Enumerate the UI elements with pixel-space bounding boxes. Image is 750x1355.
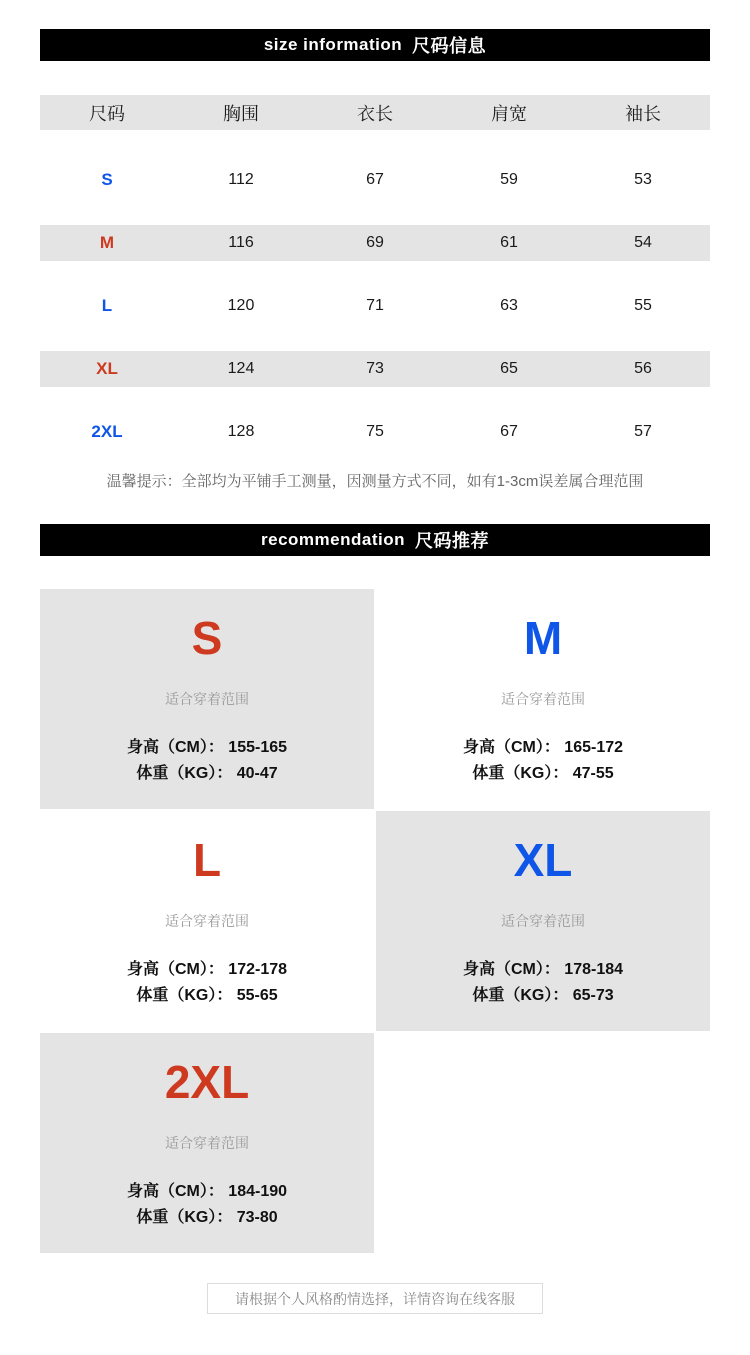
sleeve-value: 53 [634, 170, 652, 188]
height-range: 身高（CM）： 172-178 [126, 961, 288, 978]
chest-value: 128 [227, 422, 255, 440]
table-row-2xl [40, 400, 710, 463]
card-size-letter: S [191, 612, 223, 664]
measurement-note: 温馨提示：全部均为平铺手工测量，因测量方式不同，如有1-3cm误差属合理范围 [106, 473, 644, 490]
length-value: 75 [366, 422, 384, 440]
weight-range: 体重（KG）： 40-47 [136, 765, 278, 782]
fit-range-label: 适合穿着范围 [165, 913, 249, 929]
fit-range-label: 适合穿着范围 [165, 691, 249, 707]
length-value: 71 [366, 296, 384, 314]
recommendation-title-zh: 尺码推荐 [414, 531, 489, 551]
recommendation-grid [40, 589, 710, 1253]
size-information-title-en: size information [263, 35, 403, 54]
fit-range-label: 适合穿着范围 [165, 1135, 249, 1151]
shoulder-value: 59 [500, 170, 518, 188]
size-card-xl [376, 811, 710, 1031]
weight-range: 体重（KG）： 47-55 [472, 765, 614, 782]
size-card-2xl [40, 1033, 374, 1253]
chest-value: 120 [227, 296, 255, 314]
chest-value: 116 [228, 233, 254, 251]
card-size-letter: XL [513, 834, 573, 886]
size-information-title-zh: 尺码信息 [412, 36, 487, 56]
length-value: 69 [366, 233, 384, 251]
size-table-header-row [40, 95, 710, 130]
shoulder-value: 67 [500, 422, 518, 440]
size-table [40, 95, 710, 463]
height-range: 身高（CM）： 165-172 [462, 739, 624, 756]
card-size-letter: M [523, 612, 563, 664]
size-card-m [376, 589, 710, 809]
recommendation-header [40, 524, 710, 556]
chest-value: 124 [227, 359, 255, 377]
size-label: XL [96, 358, 118, 378]
height-range: 身高（CM）： 155-165 [126, 739, 288, 756]
sleeve-value: 54 [634, 233, 652, 251]
sleeve-value: 57 [634, 422, 652, 440]
empty-grid-cell [376, 1033, 710, 1253]
table-row-m [40, 211, 710, 274]
size-information-header [40, 29, 710, 61]
col-header-chest: 胸围 [223, 103, 259, 124]
card-size-letter: L [192, 834, 222, 886]
card-size-letter: 2XL [164, 1056, 250, 1108]
weight-range: 体重（KG）： 55-65 [136, 987, 278, 1004]
size-table-body [40, 148, 710, 463]
col-header-shoulder: 肩宽 [491, 103, 527, 124]
sleeve-value: 56 [634, 359, 652, 377]
weight-range: 体重（KG）： 65-73 [472, 987, 614, 1004]
table-row-s [40, 148, 710, 211]
size-card-l [40, 811, 374, 1031]
col-header-size: 尺码 [89, 103, 125, 124]
shoulder-value: 65 [500, 359, 518, 377]
size-card-s [40, 589, 374, 809]
footer-service-note: 请根据个人风格酌情选择，详情咨询在线客服 [207, 1283, 543, 1314]
size-label: S [101, 169, 113, 189]
length-value: 67 [366, 170, 384, 188]
chest-value: 112 [228, 170, 254, 188]
sleeve-value: 55 [634, 296, 652, 314]
col-header-length: 衣长 [357, 103, 393, 124]
shoulder-value: 61 [500, 233, 518, 251]
fit-range-label: 适合穿着范围 [501, 691, 585, 707]
shoulder-value: 63 [500, 296, 518, 314]
recommendation-title-en: recommendation [261, 530, 405, 549]
fit-range-label: 适合穿着范围 [501, 913, 585, 929]
weight-range: 体重（KG）： 73-80 [136, 1209, 278, 1226]
height-range: 身高（CM）： 184-190 [126, 1183, 288, 1200]
table-row-l [40, 274, 710, 337]
size-label: L [101, 295, 113, 315]
length-value: 73 [366, 359, 384, 377]
col-header-sleeve: 袖长 [625, 103, 661, 124]
table-row-xl [40, 337, 710, 400]
size-label: M [99, 232, 115, 252]
height-range: 身高（CM）： 178-184 [462, 961, 624, 978]
size-label: 2XL [91, 421, 123, 441]
